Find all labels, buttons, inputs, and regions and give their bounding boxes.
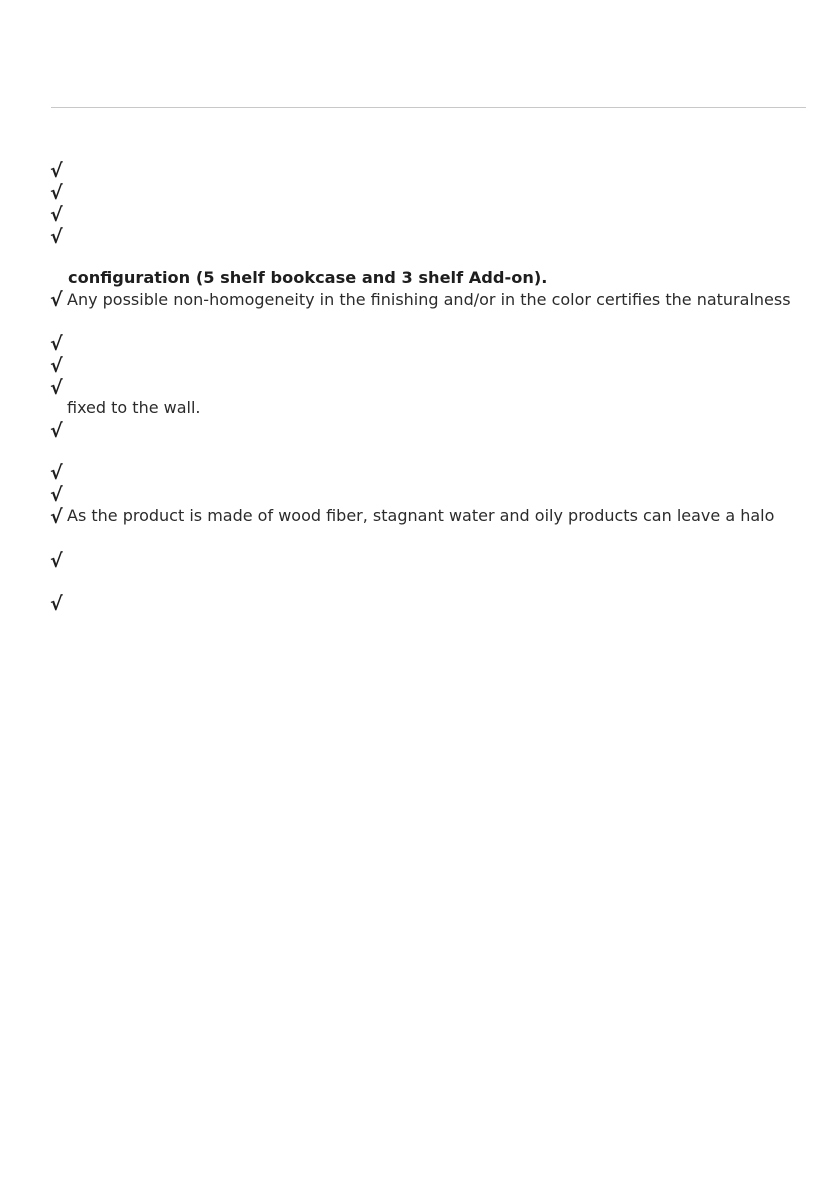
check-mark-11: √	[50, 484, 63, 506]
check-mark-1: √	[50, 160, 63, 182]
check-mark-5: √	[50, 289, 63, 311]
check-mark-9: √	[50, 420, 63, 442]
check-mark-3: √	[50, 204, 63, 226]
check-mark-14: √	[50, 593, 63, 615]
wall-fixing-note-text: fixed to the wall.	[67, 398, 201, 417]
check-mark-2: √	[50, 182, 63, 204]
wood-fiber-note-text: As the product is made of wood fiber, stagnant water and oily products can leave a halo	[67, 506, 775, 525]
header-divider	[51, 107, 806, 108]
check-mark-13: √	[50, 550, 63, 572]
check-mark-7: √	[50, 355, 63, 377]
check-mark-4: √	[50, 226, 63, 248]
check-mark-6: √	[50, 333, 63, 355]
config-note-text: configuration (5 shelf bookcase and 3 shelf Add-on).	[68, 268, 548, 287]
check-mark-10: √	[50, 462, 63, 484]
check-mark-8: √	[50, 377, 63, 399]
naturalness-note-text: Any possible non-homogeneity in the finishing and/or in the color certifies the naturalness	[67, 290, 791, 309]
check-mark-12: √	[50, 506, 63, 528]
